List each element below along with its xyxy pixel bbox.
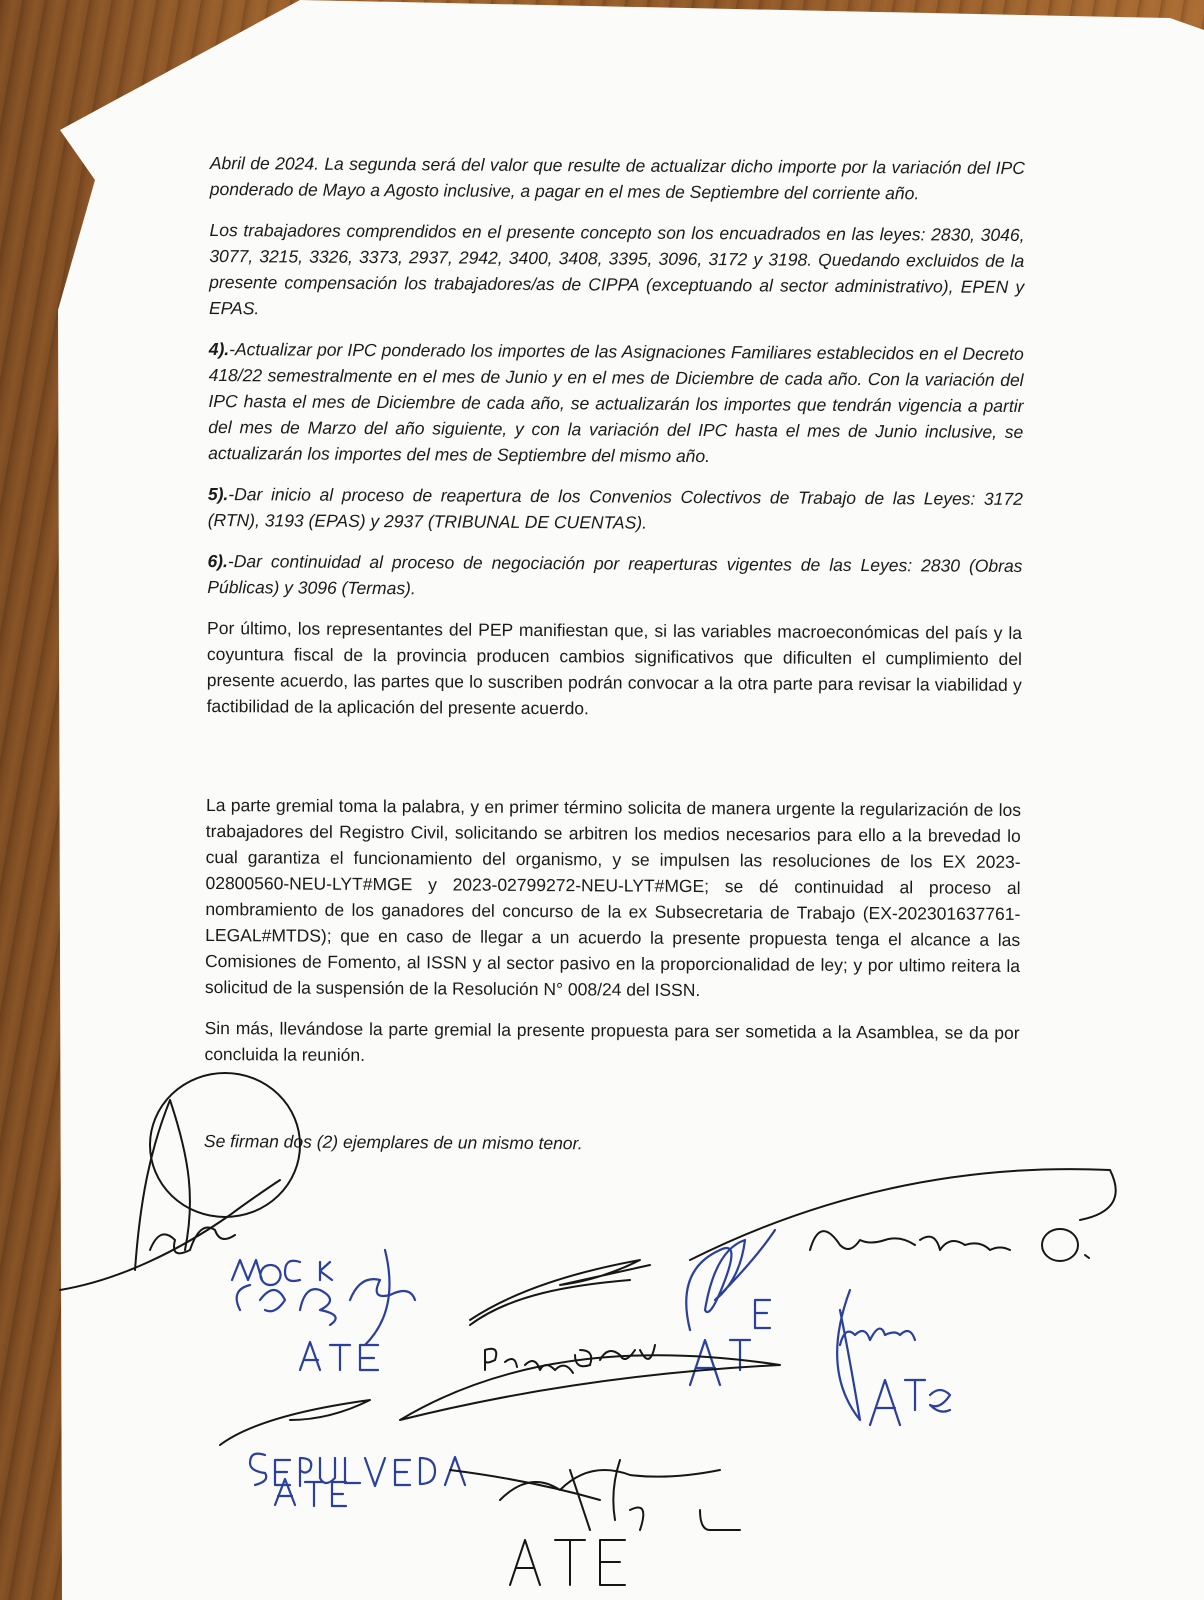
document-body <box>204 150 1025 1174</box>
item-number: 5). <box>207 483 229 505</box>
paragraph-item-4 <box>208 336 1024 471</box>
paragraph-item-5 <box>208 481 1023 538</box>
paragraph-continuation: Abril de 2024. La segunda será del valor que resulte de actualizar dicho importe por la variación del IPC ponderado de Mayo a Agosto inclusive, a pagar en el mes de Septiembre del corriente año. <box>209 152 1025 204</box>
paragraph-union-request: La parte gremial toma la palabra, y en primer término solicita de manera urgente la regularización de los trabajadores del Registro Civil, solicitando se arbitren los medios necesarios para ello a la brevedad lo cual garantiza el funcionamiento del organismo, y se impulsen las resoluciones de los EX 2023-02800560-NEU-LYT#MGE y 2023-02799272-NEU-LYT#MGE; se dé continuidad al proceso al nombramiento de los ganadores del concurso de la ex Subsecretaria de Trabajo (EX-202301637761-LEGAL#MTDS); que en caso de llegar a un acuerdo la presente propuesta tenga el alcance a las Comisiones de Fomento, al ISSN y al sector pasivo en la proporcionalidad de ley; y por ultimo reitera la solicitud de la suspensión de la Resolución N° 008/24 del ISSN. <box>204 794 1022 1001</box>
item-number: 4). <box>208 338 230 360</box>
paragraph-workers-laws: Los trabajadores comprendidos en el presente concepto son los encuadrados en las leyes: 2830, 3046, 3077, 3215, 3326, 3373, 2937, 2942, 3400, 3408, 3395, 3096, 3172 y 3198. Quedando excluidos de la presente compensación los trabajadores/as de CIPPA (exceptuando al sector administrativo), EPEN y EPAS. <box>208 219 1025 319</box>
paragraph-conclusion: Sin más, llevándose la parte gremial la presente propuesta para ser sometida a la Asamblea, se da por concluida la reunión. <box>204 1017 1020 1065</box>
closing-line: Se firman dos (2) ejemplares de un mismo tenor. <box>203 1130 583 1154</box>
item-text: -Dar continuidad al proceso de negociación por reaperturas vigentes de las Leyes: 2830 (Obras Públicas) y 3096 (Termas). <box>207 551 1023 599</box>
paragraph-final-clause: Por último, los representantes del PEP manifiestan que, si las variables macroeconómicas del país y la coyuntura fiscal de la provincia producen cambios significativos que dificulten el cumplimiento del presente acuerdo, las partes que lo suscriben podrán convocar a la otra parte para revisar la viabilidad y factibilidad de la aplicación del presente acuerdo. <box>206 617 1023 719</box>
item-text: -Actualizar por IPC ponderado los importes de las Asignaciones Familiares establecidos en el Decreto 418/22 semestralmente en el mes de Junio y en el mes de Diciembre de cada año. Con la variación del IPC hasta el mes de Diciembre de cada año, se actualizarán los importes que tendrán vigencia a partir del mes de Marzo del año siguiente, y con la variación del IPC hasta el mes de Junio inclusive, se actualizarán los importes del mes de Septiembre del mismo año. <box>208 339 1024 467</box>
item-text: -Dar inicio al proceso de reapertura de los Convenios Colectivos de Trabajo de las Leyes: 3172 (RTN), 3193 (EPAS) y 2937 (TRIBUNAL DE CUENTAS). <box>207 484 1023 533</box>
paragraph-item-6 <box>207 548 1022 605</box>
item-number: 6). <box>207 550 228 572</box>
